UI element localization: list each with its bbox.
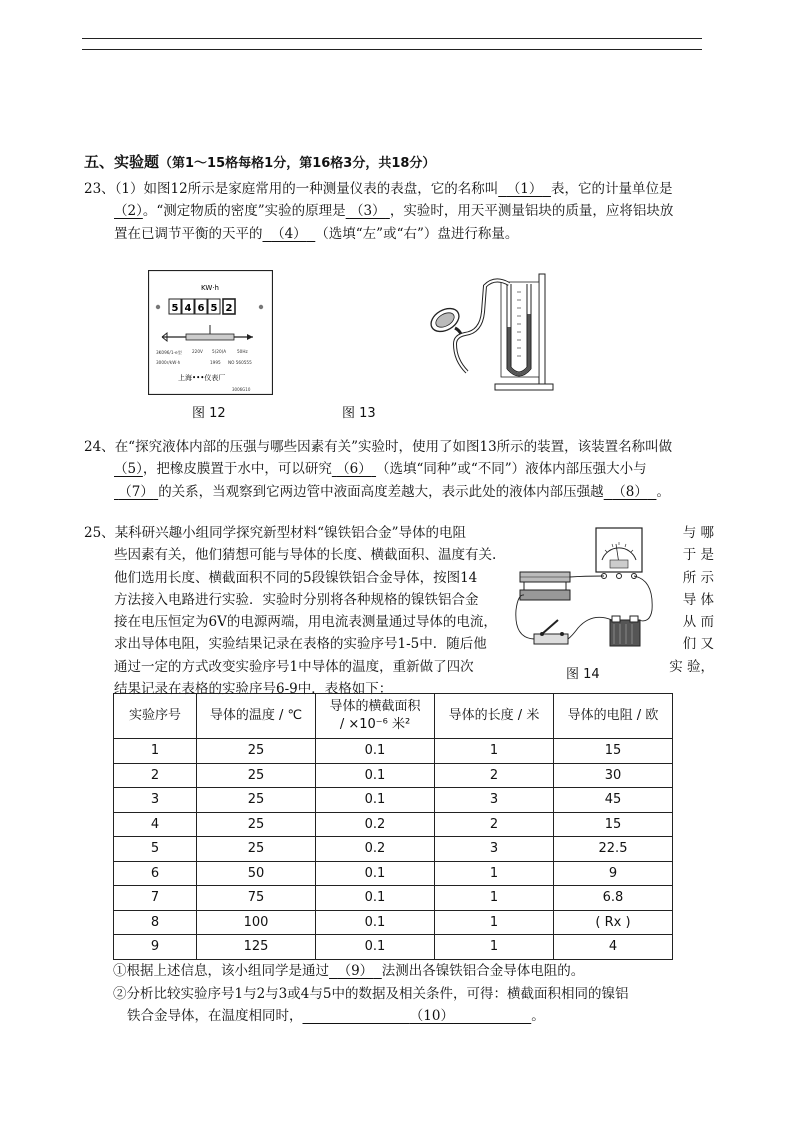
table-cell: 4 (554, 935, 673, 960)
meter-spec-revolutions: 3000r/kW·h (156, 360, 181, 365)
figure-14-label: 图 14 (566, 667, 600, 682)
table-row (114, 935, 673, 960)
section-score-note: （第1～15格每格1分，第16格3分，共18分） (159, 156, 436, 171)
q25-text: 导 体 (682, 591, 714, 608)
table-cell: 2 (435, 763, 554, 788)
column-header: 导体的电阻 / 欧 (554, 694, 673, 739)
battery-icon (610, 616, 640, 646)
q25-text: 于 是 (682, 547, 714, 564)
table-cell: 25 (197, 837, 316, 862)
table-cell: 0.1 (316, 861, 435, 886)
header-rule-top (82, 38, 702, 39)
q24-text: 在“探究液体内部的压强与哪些因素有关”实验时，使用了如图13所示的装置，该装置名称叫做 (114, 439, 673, 455)
question-23 (84, 178, 709, 245)
column-header: 实验序号 (114, 694, 197, 739)
table-row (114, 837, 673, 862)
table-cell: 0.1 (316, 910, 435, 935)
table-cell: 25 (197, 763, 316, 788)
table-cell: 3 (435, 837, 554, 862)
figure-12-electric-meter (148, 270, 273, 395)
meter-digit: 6 (197, 303, 205, 314)
screw-left-icon (156, 305, 160, 309)
table-row (114, 886, 673, 911)
table-cell: 22.5 (554, 837, 673, 862)
table-cell: 45 (554, 788, 673, 813)
blank-7: （7） (118, 483, 154, 500)
q24-number: 24、 (84, 439, 115, 455)
meter-spec-number: NO 560555 (228, 360, 252, 365)
meter-spec-year: 1995 (210, 360, 221, 365)
table-cell: 0.1 (316, 935, 435, 960)
blank-10: （10） (409, 1008, 454, 1025)
table-cell: 6.8 (554, 886, 673, 911)
table-cell: 50 (197, 861, 316, 886)
column-header-line: 导体的横截面积 (329, 699, 421, 715)
switch-icon (534, 620, 568, 644)
question-25 (84, 522, 504, 700)
table-cell: 2 (114, 763, 197, 788)
q25-text: 们 又 (682, 636, 714, 653)
meter-spec-model: 3K096/1-e型 (156, 350, 182, 355)
q25-text: 实 验， (669, 658, 714, 675)
table-cell: 4 (114, 812, 197, 837)
blank-2: （2） (114, 203, 143, 220)
sub-question-1 (113, 960, 713, 982)
meter-digit: 2 (225, 303, 233, 314)
figure-14-circuit (512, 520, 662, 660)
q25-text: 他们选用长度、横截面积不同的5段镍铁铝合金导体，按图14 (114, 569, 478, 586)
table-cell: 0.1 (316, 788, 435, 813)
q23-text: 。“测定物质的密度”实验的原理是 (142, 203, 346, 220)
q23-text: （选填“左”或“右”）盘进行称量。 (315, 225, 519, 242)
table-cell: 25 (197, 812, 316, 837)
table-cell: 3 (435, 788, 554, 813)
table-cell: 1 (435, 910, 554, 935)
meter-spec-frequency: 50Hz (237, 349, 248, 354)
q25-text: 所 示 (682, 569, 714, 586)
table-cell: ( Rx ) (554, 910, 673, 935)
column-header: 导体的长度 / 米 (435, 694, 554, 739)
table-cell: 5 (114, 837, 197, 862)
meter-spec-voltage: 220V (192, 349, 203, 354)
q25-text: 求出导体电阻，实验结果记录在表格的实验序号1-5中．随后他 (114, 636, 487, 653)
meter-digits (169, 299, 235, 314)
table-cell: 9 (554, 861, 673, 886)
column-header (316, 694, 435, 739)
q25-text: 从 而 (682, 614, 714, 631)
table-cell: 25 (197, 788, 316, 813)
table-cell: 30 (554, 763, 673, 788)
q24-text: 的关系，当观察到它两边管中液面高度差越大，表示此处的液体内部压强越 (158, 483, 604, 500)
table-cell: 0.1 (316, 886, 435, 911)
q23-text: ，实验时，用天平测量铝块的质量，应将铝块放 (389, 203, 674, 220)
table-cell: 125 (197, 935, 316, 960)
header-rule-bottom (82, 49, 702, 50)
blank-5: （5） (114, 461, 143, 478)
sub2-text: 。 (531, 1008, 545, 1025)
table-row (114, 788, 673, 813)
table-cell: 15 (554, 812, 673, 837)
meter-digit: 5 (210, 303, 218, 314)
table-cell: 6 (114, 861, 197, 886)
q25-text: 结果记录在表格的实验序号6-9中．表格如下： (114, 680, 393, 697)
q23-text: （1）如图12所示是家庭常用的一种测量仪表的表盘，它的名称叫 (114, 181, 499, 197)
q24-text: ，把橡皮膜置于水中，可以研究 (142, 461, 332, 478)
table-cell: 75 (197, 886, 316, 911)
table-cell: 3 (114, 788, 197, 813)
meter-spec-current: 5(20)A (212, 349, 227, 354)
table-cell: 1 (114, 739, 197, 764)
section-title-text: 五、实验题 (84, 153, 160, 171)
table-cell: 8 (114, 910, 197, 935)
table-cell: 100 (197, 910, 316, 935)
sub2-text: ②分析比较实验序号1与2与3或4与5中的数据及相关条件，可得：横截面积相同的镍铝 (113, 986, 629, 1002)
blank-1: （1） (506, 181, 543, 197)
table-cell: 25 (197, 739, 316, 764)
table-cell: 2 (435, 812, 554, 837)
q25-text: 方法接入电路进行实验．实验时分别将各种规格的镍铁铝合金 (114, 591, 479, 608)
meter-code: 3006G10 (232, 387, 251, 392)
meter-unit: KW·h (201, 284, 219, 292)
q23-text: 表，它的计量单位是 (551, 181, 673, 197)
column-header-line: / ×10⁻⁶ 米² (339, 717, 411, 732)
q25-text: 与 哪 (682, 525, 714, 541)
sub1-text: ①根据上述信息，该小组同学是通过 (113, 963, 329, 979)
table-cell: 1 (435, 861, 554, 886)
figure-13-u-tube-manometer (425, 272, 555, 392)
meter-digit: 5 (171, 303, 179, 314)
blank-4: （4） (271, 225, 307, 242)
table-cell: 7 (114, 886, 197, 911)
q25-text: 某科研兴趣小组同学探究新型材料“镍铁铝合金”导体的电阻 (114, 525, 466, 541)
q25-text: 通过一定的方式改变实验序号1中导体的温度，重新做了四次 (114, 658, 474, 675)
figure-12-label: 图 12 (192, 406, 226, 421)
blank-9: （9） (337, 963, 374, 979)
results-table (113, 693, 673, 960)
meter-digit: 4 (184, 303, 192, 314)
table-row (114, 861, 673, 886)
blank-3: （3） (349, 203, 386, 220)
question-24 (84, 436, 709, 503)
ammeter-icon (596, 528, 642, 579)
sub2-text: 铁合金导体，在温度相同时， (127, 1008, 303, 1025)
section-title (84, 150, 435, 175)
table-row (114, 812, 673, 837)
q25-text: 些因素有关，他们猜想可能与导体的长度、横截面积、温度有关. (114, 547, 497, 564)
blank-8: （8） (612, 483, 648, 500)
q24-text: （选填“同种”或“不同”）液体内部压强大小与 (376, 461, 647, 478)
sub1-text: 法测出各镍铁铝合金导体电阻的。 (381, 963, 585, 979)
table-cell: 0.2 (316, 812, 435, 837)
table-row (114, 910, 673, 935)
q23-number: 23、 (84, 181, 115, 197)
table-cell: 0.2 (316, 837, 435, 862)
table-cell: 15 (554, 739, 673, 764)
figure-13-label: 图 13 (342, 406, 376, 421)
table-cell: 1 (435, 886, 554, 911)
q24-text: 。 (656, 483, 670, 500)
table-row (114, 739, 673, 764)
table-header-row (114, 694, 673, 739)
q25-text: 接在电压恒定为6V的电源两端，用电流表测量通过导体的电流， (114, 614, 497, 631)
column-header: 导体的温度 / ℃ (197, 694, 316, 739)
sample-holder-icon (520, 572, 570, 600)
table-cell: 9 (114, 935, 197, 960)
question-25-right-column (664, 522, 714, 678)
table-cell: 0.1 (316, 739, 435, 764)
table-cell: 1 (435, 935, 554, 960)
table-row (114, 763, 673, 788)
table-cell: 1 (435, 739, 554, 764)
q25-number: 25、 (84, 525, 115, 541)
screw-right-icon (259, 305, 263, 309)
blank-6: （6） (336, 461, 372, 478)
q23-text: 置在已调节平衡的天平的 (114, 225, 263, 242)
sub-question-2 (113, 983, 713, 1028)
meter-maker: 上海•••仪表厂 (178, 374, 226, 382)
table-cell: 0.1 (316, 763, 435, 788)
